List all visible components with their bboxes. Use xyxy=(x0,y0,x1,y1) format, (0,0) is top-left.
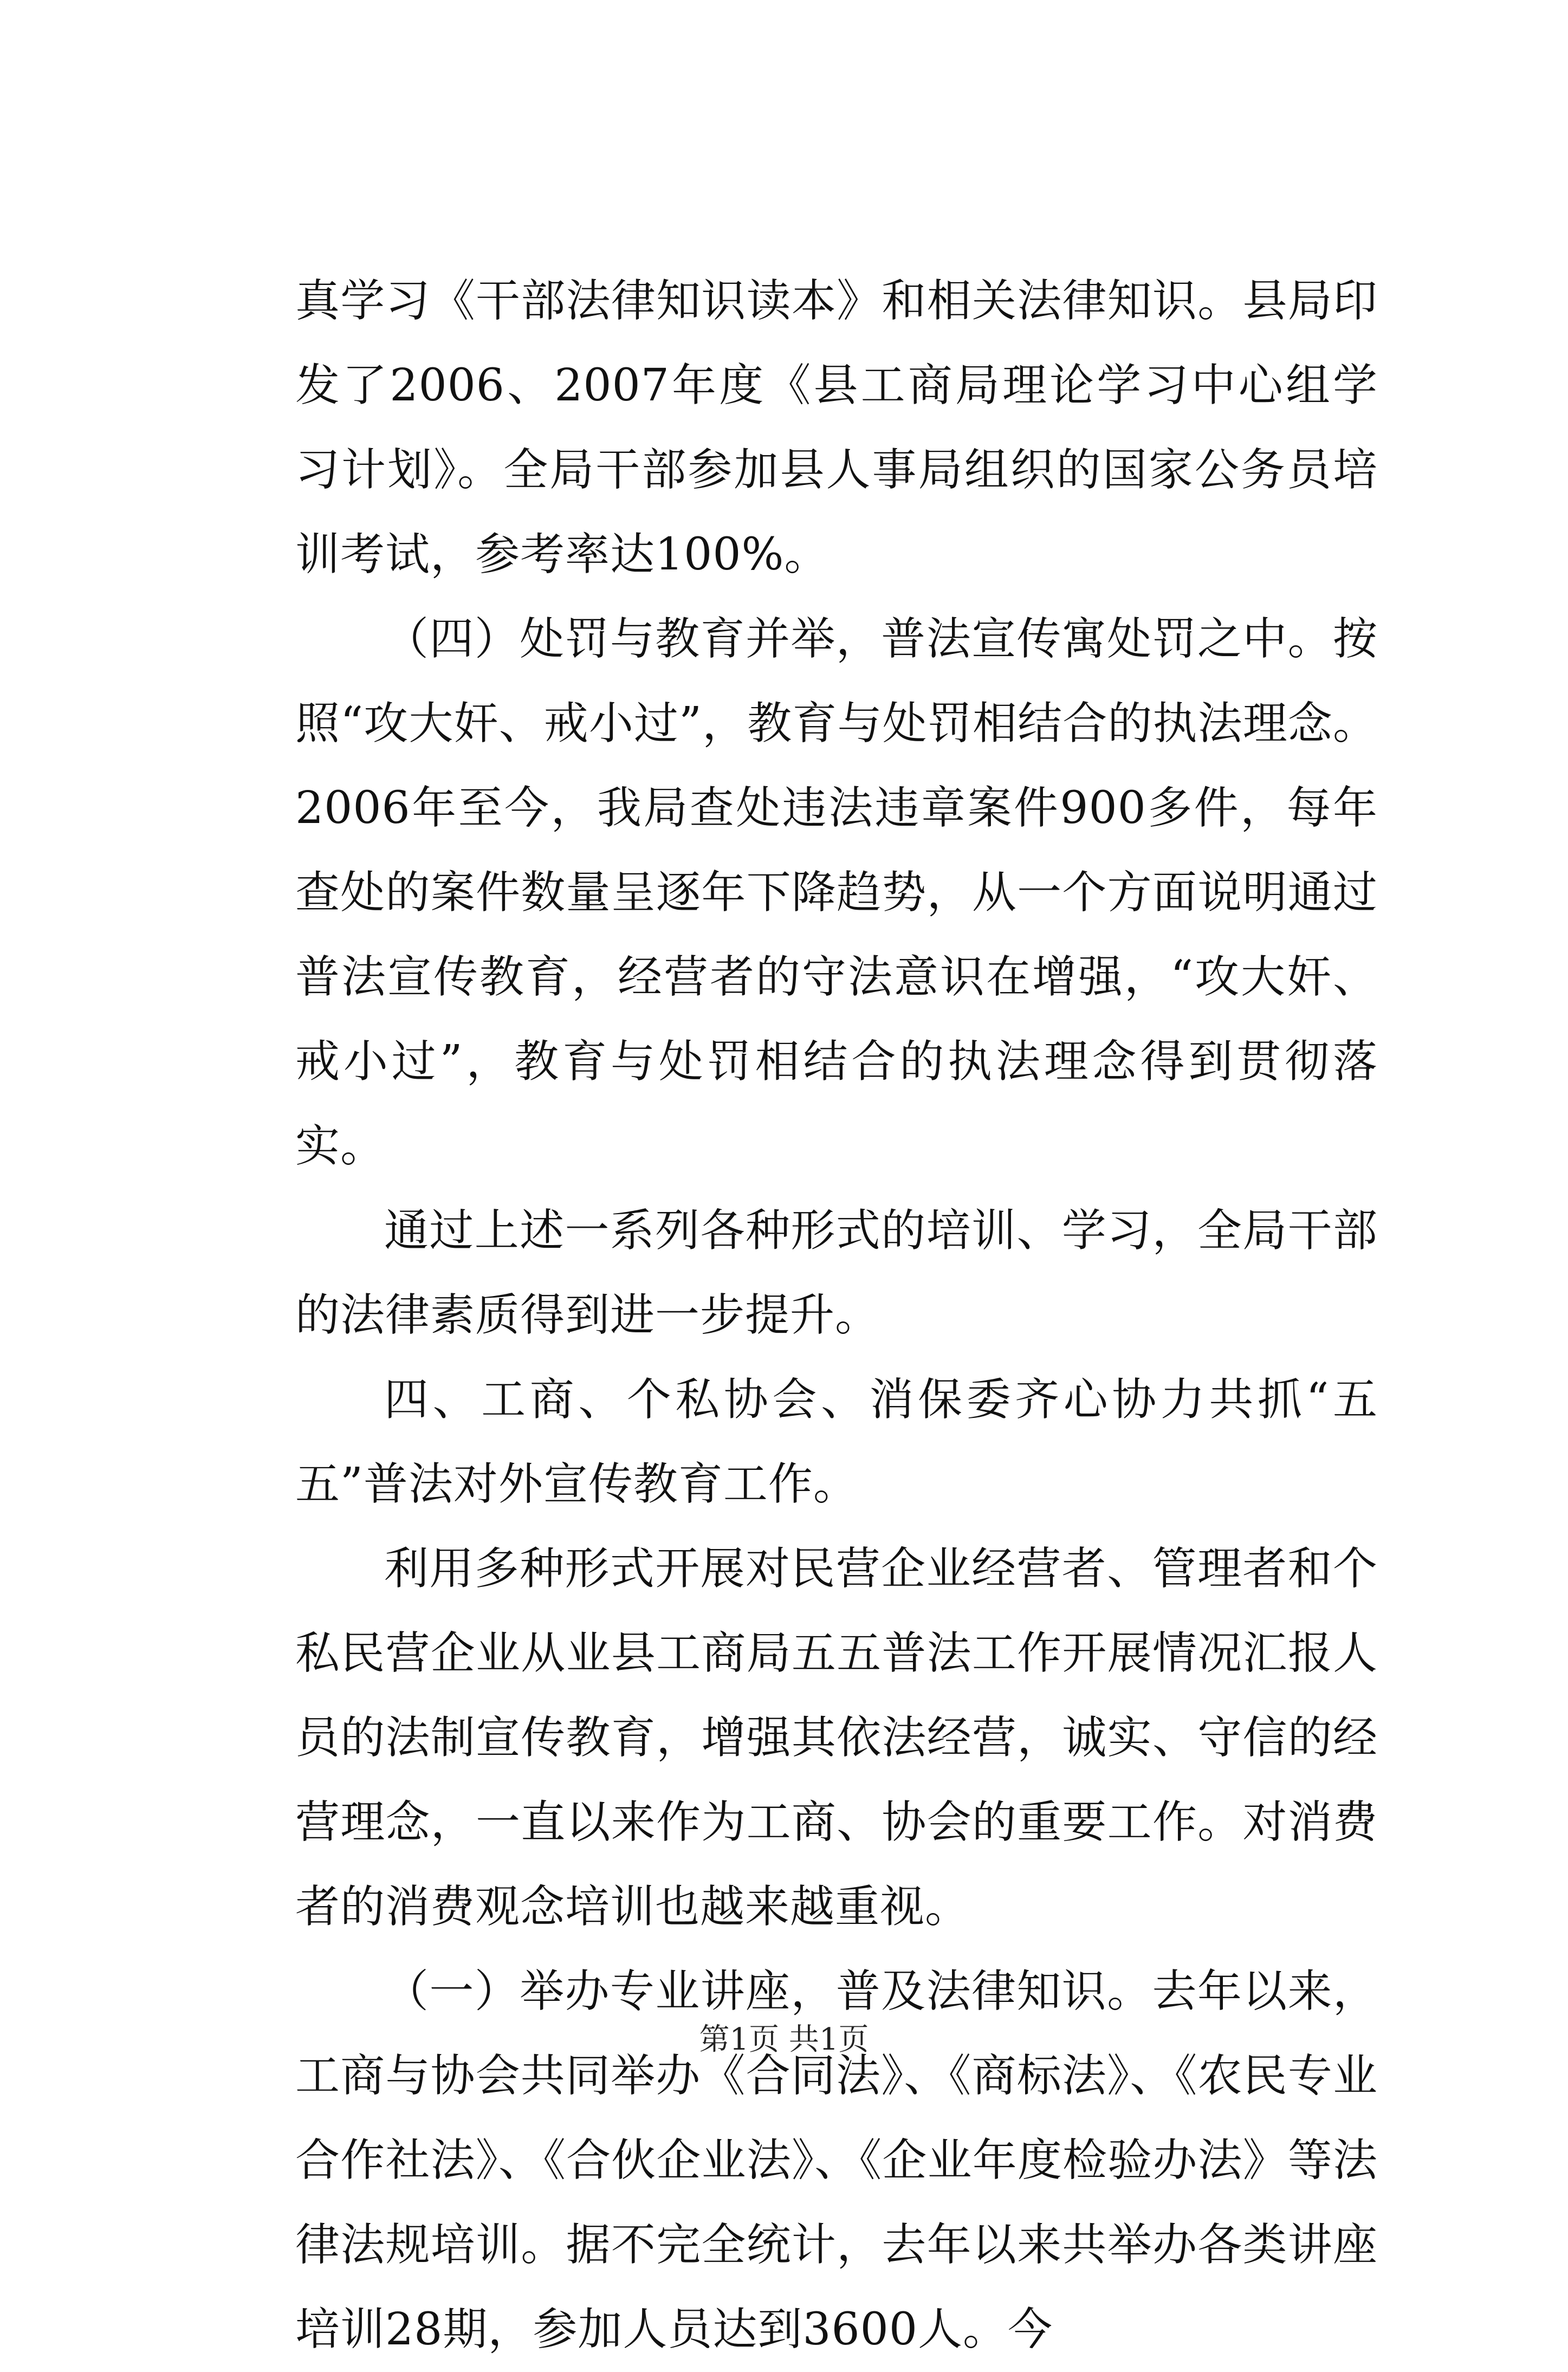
paragraph-5: 利用多种形式开展对民营企业经营者、管理者和个私民营企业从业县工商局五五普法工作开展情况汇报人员的法制宣传教育，增强其依法经营，诚实、守信的经营理念，一直以来作为工商、协会的重要工作。对消费者的消费观念培训也越来越重视。 xyxy=(295,1543,1378,1933)
page-footer: 第1页 共1页 xyxy=(699,2022,869,2057)
paragraph-1: 真学习《干部法律知识读本》和相关法律知识。县局印发了2006、2007年度《县工商局理论学习中心组学习计划》。全局干部参加县人事局组织的国家公务员培训考试，参考率达100%。 xyxy=(295,275,1378,580)
paragraph-2: （四）处罚与教育并举，普法宣传寓处罚之中。按照“攻大奸、戒小过”，教育与处罚相结合的执法理念。2006年至今，我局查处违法违章案件900多件，每年查处的案件数量呈逐年下降趋势，从一个方面说明通过普法宣传教育，经营者的守法意识在增强，“攻大奸、戒小过”，教育与处罚相结合的执法理念得到贯彻落实。 xyxy=(295,613,1378,1172)
section-heading-four: 四、工商、个私协会、消保委齐心协力共抓“五五”普法对外宣传教育工作。 xyxy=(295,1374,1378,1510)
paragraph-3: 通过上述一系列各种形式的培训、学习，全局干部的法律素质得到进一步提升。 xyxy=(295,1205,1378,1341)
paragraph-6: （一）举办专业讲座，普及法律知识。去年以来，工商与协会共同举办《合同法》、《商标法》、《农民专业合作社法》、《合伙企业法》、《企业年度检验办法》等法律法规培训。据不完全统计，去年以来共举办各类讲座培训28期，参加人员达到3600人。今 xyxy=(295,1966,1378,2355)
